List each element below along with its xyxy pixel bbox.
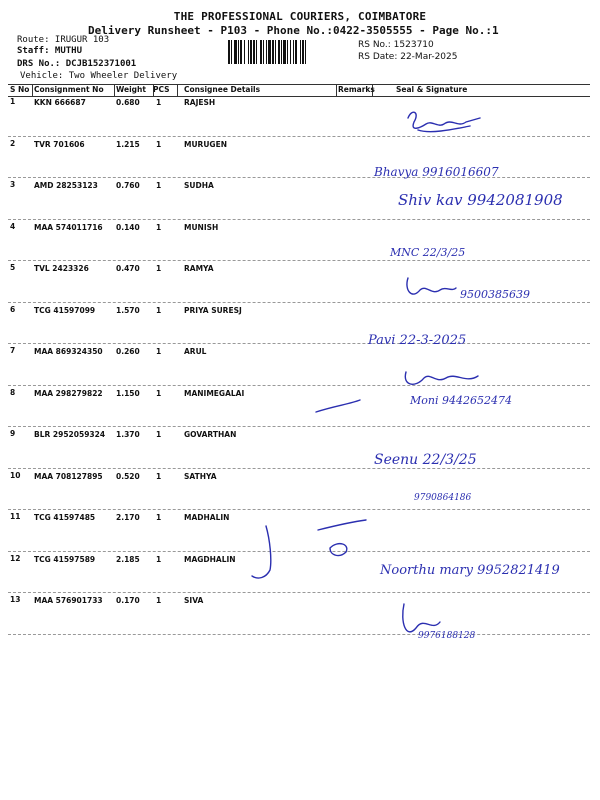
cell-sno: 6 xyxy=(10,304,16,314)
company-title: THE PROFESSIONAL COURIERS, COIMBATORE xyxy=(173,10,427,23)
cell-consignee: SATHYA xyxy=(184,471,217,481)
col-header-consignee: Consignee Details xyxy=(184,85,261,94)
cell-consignee: MANIMEGALAI xyxy=(184,388,245,398)
row-divider xyxy=(8,385,590,386)
rs-date: RS Date: 22-Mar-2025 xyxy=(358,52,458,62)
cell-pcs: 1 xyxy=(156,554,162,564)
cell-weight: 0.760 xyxy=(116,181,140,190)
cell-consignee: RAJESH xyxy=(184,98,216,107)
sig7-text: Pavi 22-3-2025 xyxy=(368,333,467,348)
cell-weight: 1.215 xyxy=(116,139,140,149)
cell-consignee: RAMYA xyxy=(184,264,214,273)
vehicle-info: Vehicle: Two Wheeler Delivery xyxy=(20,71,178,81)
cell-weight: 0.680 xyxy=(116,98,140,107)
staff-info: Staff: MUTHU xyxy=(17,46,83,56)
cell-weight: 1.150 xyxy=(116,388,140,398)
row-divider xyxy=(8,592,590,593)
cell-pcs: 1 xyxy=(156,181,162,190)
row-divider xyxy=(8,177,590,178)
cell-weight: 0.140 xyxy=(116,222,140,232)
row-divider xyxy=(8,136,590,137)
cell-consignment: TCG 41597589 xyxy=(34,554,96,564)
row-divider xyxy=(8,302,590,303)
cell-consignment: TVR 701606 xyxy=(34,139,85,149)
row-divider xyxy=(8,426,590,427)
col-header-seal: Seal & Signature xyxy=(396,85,468,94)
runsheet-title: Delivery Runsheet - P103 - Phone No.:0422-3505555 - Page No.:1 xyxy=(88,24,499,37)
barcode xyxy=(228,40,354,64)
cell-consignee: SIVA xyxy=(184,596,204,605)
cell-pcs: 1 xyxy=(156,513,162,522)
cell-pcs: 1 xyxy=(156,430,162,439)
row-divider xyxy=(8,634,590,635)
col-header-weight: Weight xyxy=(116,85,146,94)
sig4-text: MNC 22/3/25 xyxy=(390,246,466,259)
sig8-text: Moni 9442652474 xyxy=(410,394,512,407)
cell-consignment: TVL 2423326 xyxy=(34,264,89,273)
cell-consignee: ARUL xyxy=(184,347,207,356)
cell-consignment: MAA 298279822 xyxy=(34,388,103,398)
cell-sno: 4 xyxy=(10,221,16,231)
cell-consignee: MADHALIN xyxy=(184,513,230,522)
cell-consignee: MUNISH xyxy=(184,222,219,232)
row-divider xyxy=(8,343,590,344)
cell-pcs: 1 xyxy=(156,305,162,315)
cell-sno: 11 xyxy=(10,512,21,521)
row-divider xyxy=(8,219,590,220)
cell-weight: 0.260 xyxy=(116,347,140,356)
cell-weight: 2.185 xyxy=(116,554,140,564)
cell-consignment: MAA 576901733 xyxy=(34,596,103,605)
cell-sno: 7 xyxy=(10,346,16,355)
cell-consignment: MAA 574011716 xyxy=(34,222,103,232)
cell-sno: 3 xyxy=(10,180,16,189)
route-info: Route: IRUGUR 103 xyxy=(17,35,110,45)
col-header-remarks: Remarks xyxy=(338,85,375,94)
row-divider xyxy=(8,260,590,261)
cell-pcs: 1 xyxy=(156,222,162,232)
row-divider xyxy=(8,509,590,510)
sig3-text: Shiv kav 9942081908 xyxy=(398,191,563,209)
cell-sno: 9 xyxy=(10,429,16,438)
sig2-text: Bhavya 9916016607 xyxy=(374,165,499,179)
cell-weight: 2.170 xyxy=(116,513,140,522)
sig10-text: Seenu 22/3/25 xyxy=(374,452,477,468)
cell-pcs: 1 xyxy=(156,264,162,273)
cell-consignee: PRIYA SURESJ xyxy=(184,305,242,315)
sig5-text: 9500385639 xyxy=(460,288,530,301)
sig12-text: Noorthu mary 9952821419 xyxy=(380,563,560,578)
cell-sno: 13 xyxy=(10,595,21,604)
cell-pcs: 1 xyxy=(156,139,162,149)
cell-sno: 10 xyxy=(10,470,21,480)
cell-sno: 1 xyxy=(10,97,16,106)
sig13-text: 9976188128 xyxy=(418,631,476,641)
cell-sno: 12 xyxy=(10,553,21,563)
cell-consignment: AMD 28253123 xyxy=(34,181,98,190)
row-divider xyxy=(8,468,590,469)
cell-consignment: TCG 41597099 xyxy=(34,305,96,315)
cell-consignee: GOVARTHAN xyxy=(184,430,237,439)
col-header-sno: S No xyxy=(10,85,30,94)
cell-consignment: KKN 666687 xyxy=(34,98,86,107)
sig11-text: 9790864186 xyxy=(414,493,472,503)
rs-number: RS No.: 1523710 xyxy=(358,40,434,50)
cell-pcs: 1 xyxy=(156,347,162,356)
cell-consignee: MURUGEN xyxy=(184,139,227,149)
cell-weight: 0.170 xyxy=(116,596,140,605)
cell-weight: 1.370 xyxy=(116,430,140,439)
cell-consignee: MAGDHALIN xyxy=(184,554,236,564)
cell-consignee: SUDHA xyxy=(184,181,214,190)
runsheet-table xyxy=(8,84,590,604)
cell-consignment: BLR 2952059324 xyxy=(34,430,106,439)
cell-weight: 0.470 xyxy=(116,264,140,273)
cell-weight: 0.520 xyxy=(116,471,140,481)
cell-consignment: MAA 708127895 xyxy=(34,471,103,481)
cell-sno: 8 xyxy=(10,387,16,397)
cell-weight: 1.570 xyxy=(116,305,140,315)
barcode-bar xyxy=(306,40,308,64)
cell-consignment: TCG 41597485 xyxy=(34,513,96,522)
cell-pcs: 1 xyxy=(156,98,162,107)
col-header-pcs: PCS xyxy=(153,85,170,94)
cell-consignment: MAA 869324350 xyxy=(34,347,103,356)
row-divider xyxy=(8,551,590,552)
cell-sno: 2 xyxy=(10,138,16,148)
cell-pcs: 1 xyxy=(156,596,162,605)
col-header-consignment: Consignment No xyxy=(34,85,104,94)
cell-pcs: 1 xyxy=(156,471,162,481)
cell-sno: 5 xyxy=(10,263,16,272)
cell-pcs: 1 xyxy=(156,388,162,398)
drs-number: DRS No.: DCJB152371001 xyxy=(17,59,137,69)
